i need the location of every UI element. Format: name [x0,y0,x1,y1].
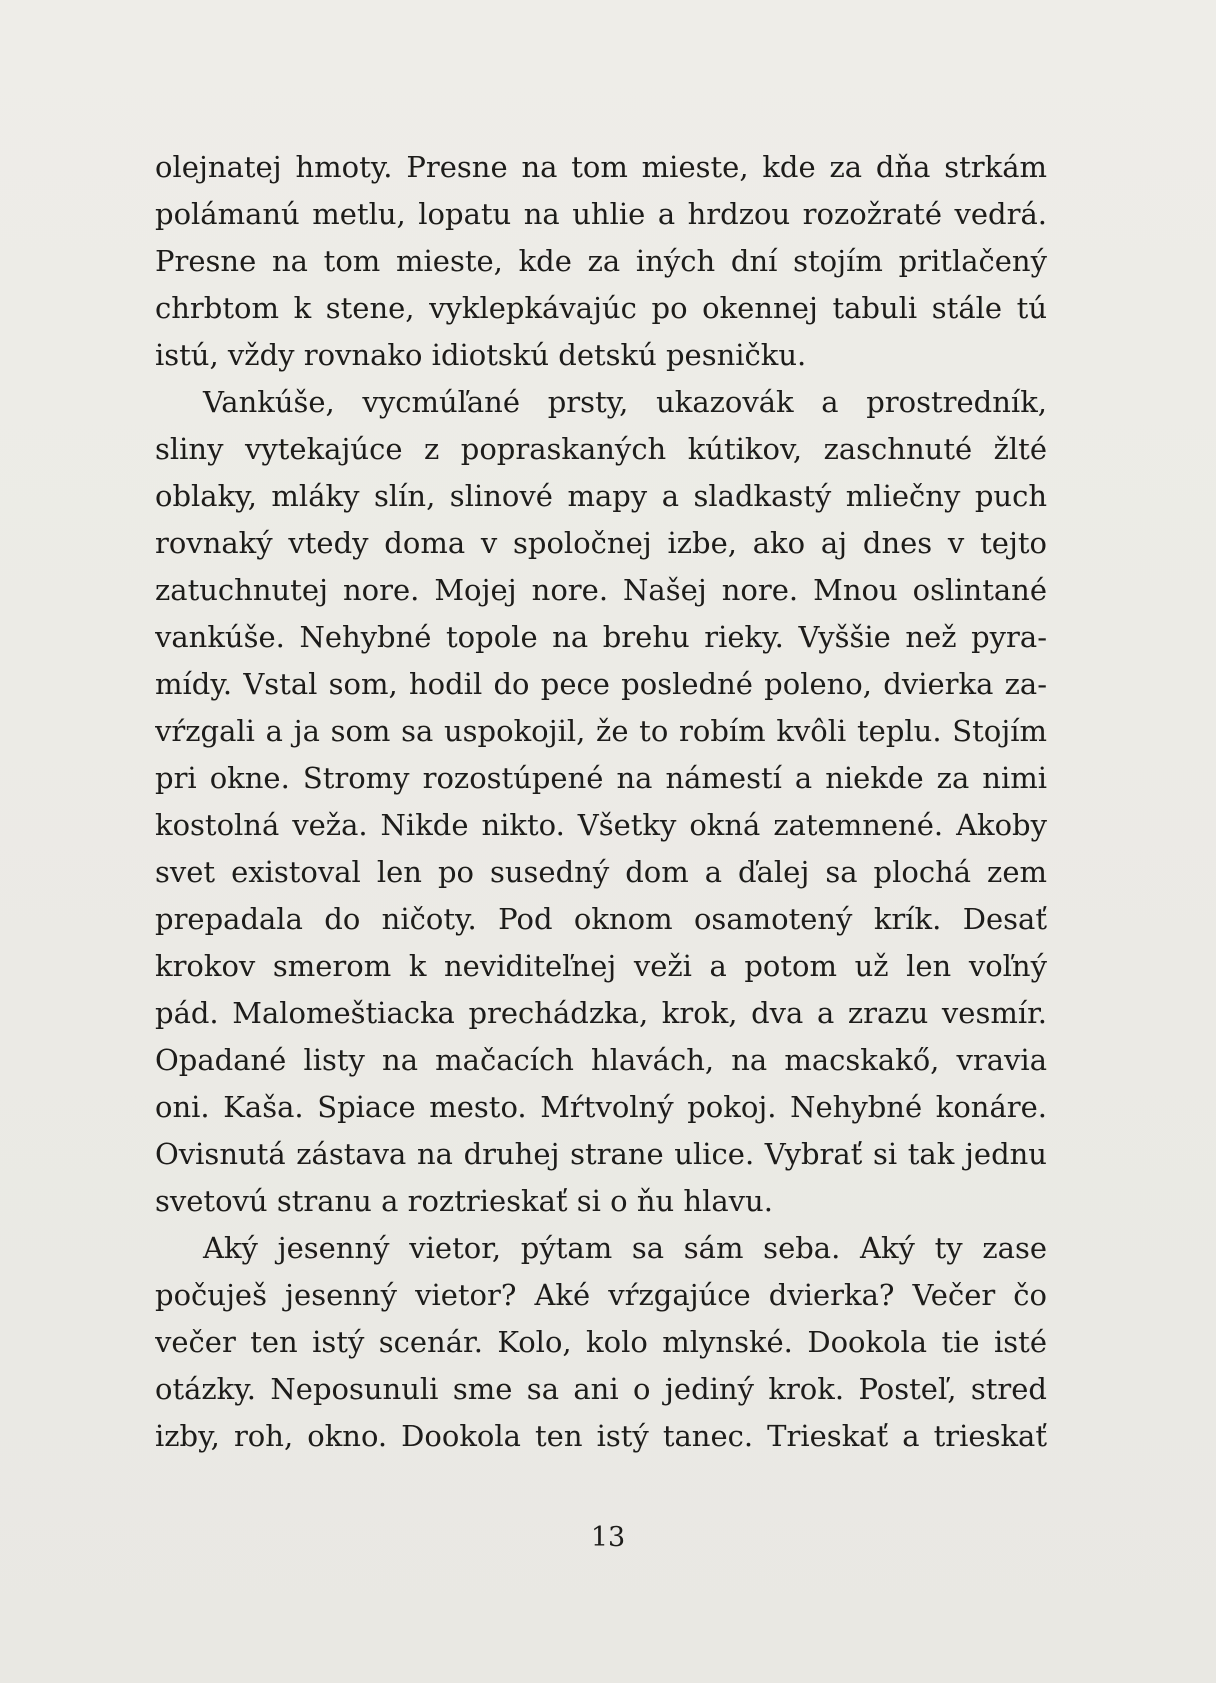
text-line: otázky. Neposunuli sme sa ani o jediný krok. Posteľ, stred [155,1372,1047,1406]
text-line: oni. Kaša. Spiace mesto. Mŕtvolný pokoj. Nehybné konáre. [155,1090,1047,1124]
text-line: vankúše. Nehybné topole na brehu rieky. Vyššie než pyra- [155,620,1047,654]
text-line: olejnatej hmoty. Presne na tom mieste, kde za dňa strkám [155,150,1047,184]
text-line: Vankúše, vycmúľané prsty, ukazovák a prostredník, [203,385,1047,419]
text-line: pri okne. Stromy rozostúpené na námestí a niekde za nimi [155,761,1047,795]
text-line: rovnaký vtedy doma v spoločnej izbe, ako aj dnes v tejto [155,526,1047,560]
text-line: Ovisnutá zástava na druhej strane ulice. Vybrať si tak jednu [155,1137,1047,1171]
paragraph [155,144,1047,379]
text-line: izby, roh, okno. Dookola ten istý tanec. Trieskať a trieskať [155,1419,1047,1453]
body-text [155,144,1047,1460]
text-line: vŕzgali a ja som sa uspokojil, že to robím kvôli teplu. Stojím [155,714,1047,748]
text-line: počuješ jesenný vietor? Aké vŕzgajúce dvierka? Večer čo [155,1278,1047,1312]
text-line: svet existoval len po susedný dom a ďalej sa plochá zem [155,855,1047,889]
text-line: mídy. Vstal som, hodil do pece posledné poleno, dvierka za- [155,667,1047,701]
paragraph [155,379,1047,1225]
text-line: zatuchnutej nore. Mojej nore. Našej nore. Mnou oslintané [155,573,1047,607]
text-line: istú, vždy rovnako idiotskú detskú pesničku. [155,338,807,372]
text-line: pád. Malomeštiacka prechádzka, krok, dva a zrazu vesmír. [155,996,1047,1030]
text-line: Opadané listy na mačacích hlavách, na macskakő, vravia [155,1043,1047,1077]
text-line: sliny vytekajúce z popraskaných kútikov, zaschnuté žlté [155,432,1047,466]
text-line: svetovú stranu a roztrieskať si o ňu hlavu. [155,1184,773,1218]
text-line: Aký jesenný vietor, pýtam sa sám seba. Aký ty zase [203,1231,1047,1265]
text-line: Presne na tom mieste, kde za iných dní stojím pritlačený [155,244,1047,278]
page-number: 13 [590,1522,626,1553]
text-line: polámanú metlu, lopatu na uhlie a hrdzou rozožraté vedrá. [155,197,1047,231]
text-line: chrbtom k stene, vyklepkávajúc po okennej tabuli stále tú [155,291,1047,325]
paragraph [155,1225,1047,1460]
text-line: večer ten istý scenár. Kolo, kolo mlynské. Dookola tie isté [155,1325,1047,1359]
text-line: prepadala do ničoty. Pod oknom osamotený krík. Desať [155,902,1047,936]
text-line: krokov smerom k neviditeľnej veži a potom už len voľný [155,949,1047,983]
text-line: oblaky, mláky slín, slinové mapy a sladkastý mliečny puch [155,479,1047,513]
text-line: kostolná veža. Nikde nikto. Všetky okná zatemnené. Akoby [155,808,1047,842]
